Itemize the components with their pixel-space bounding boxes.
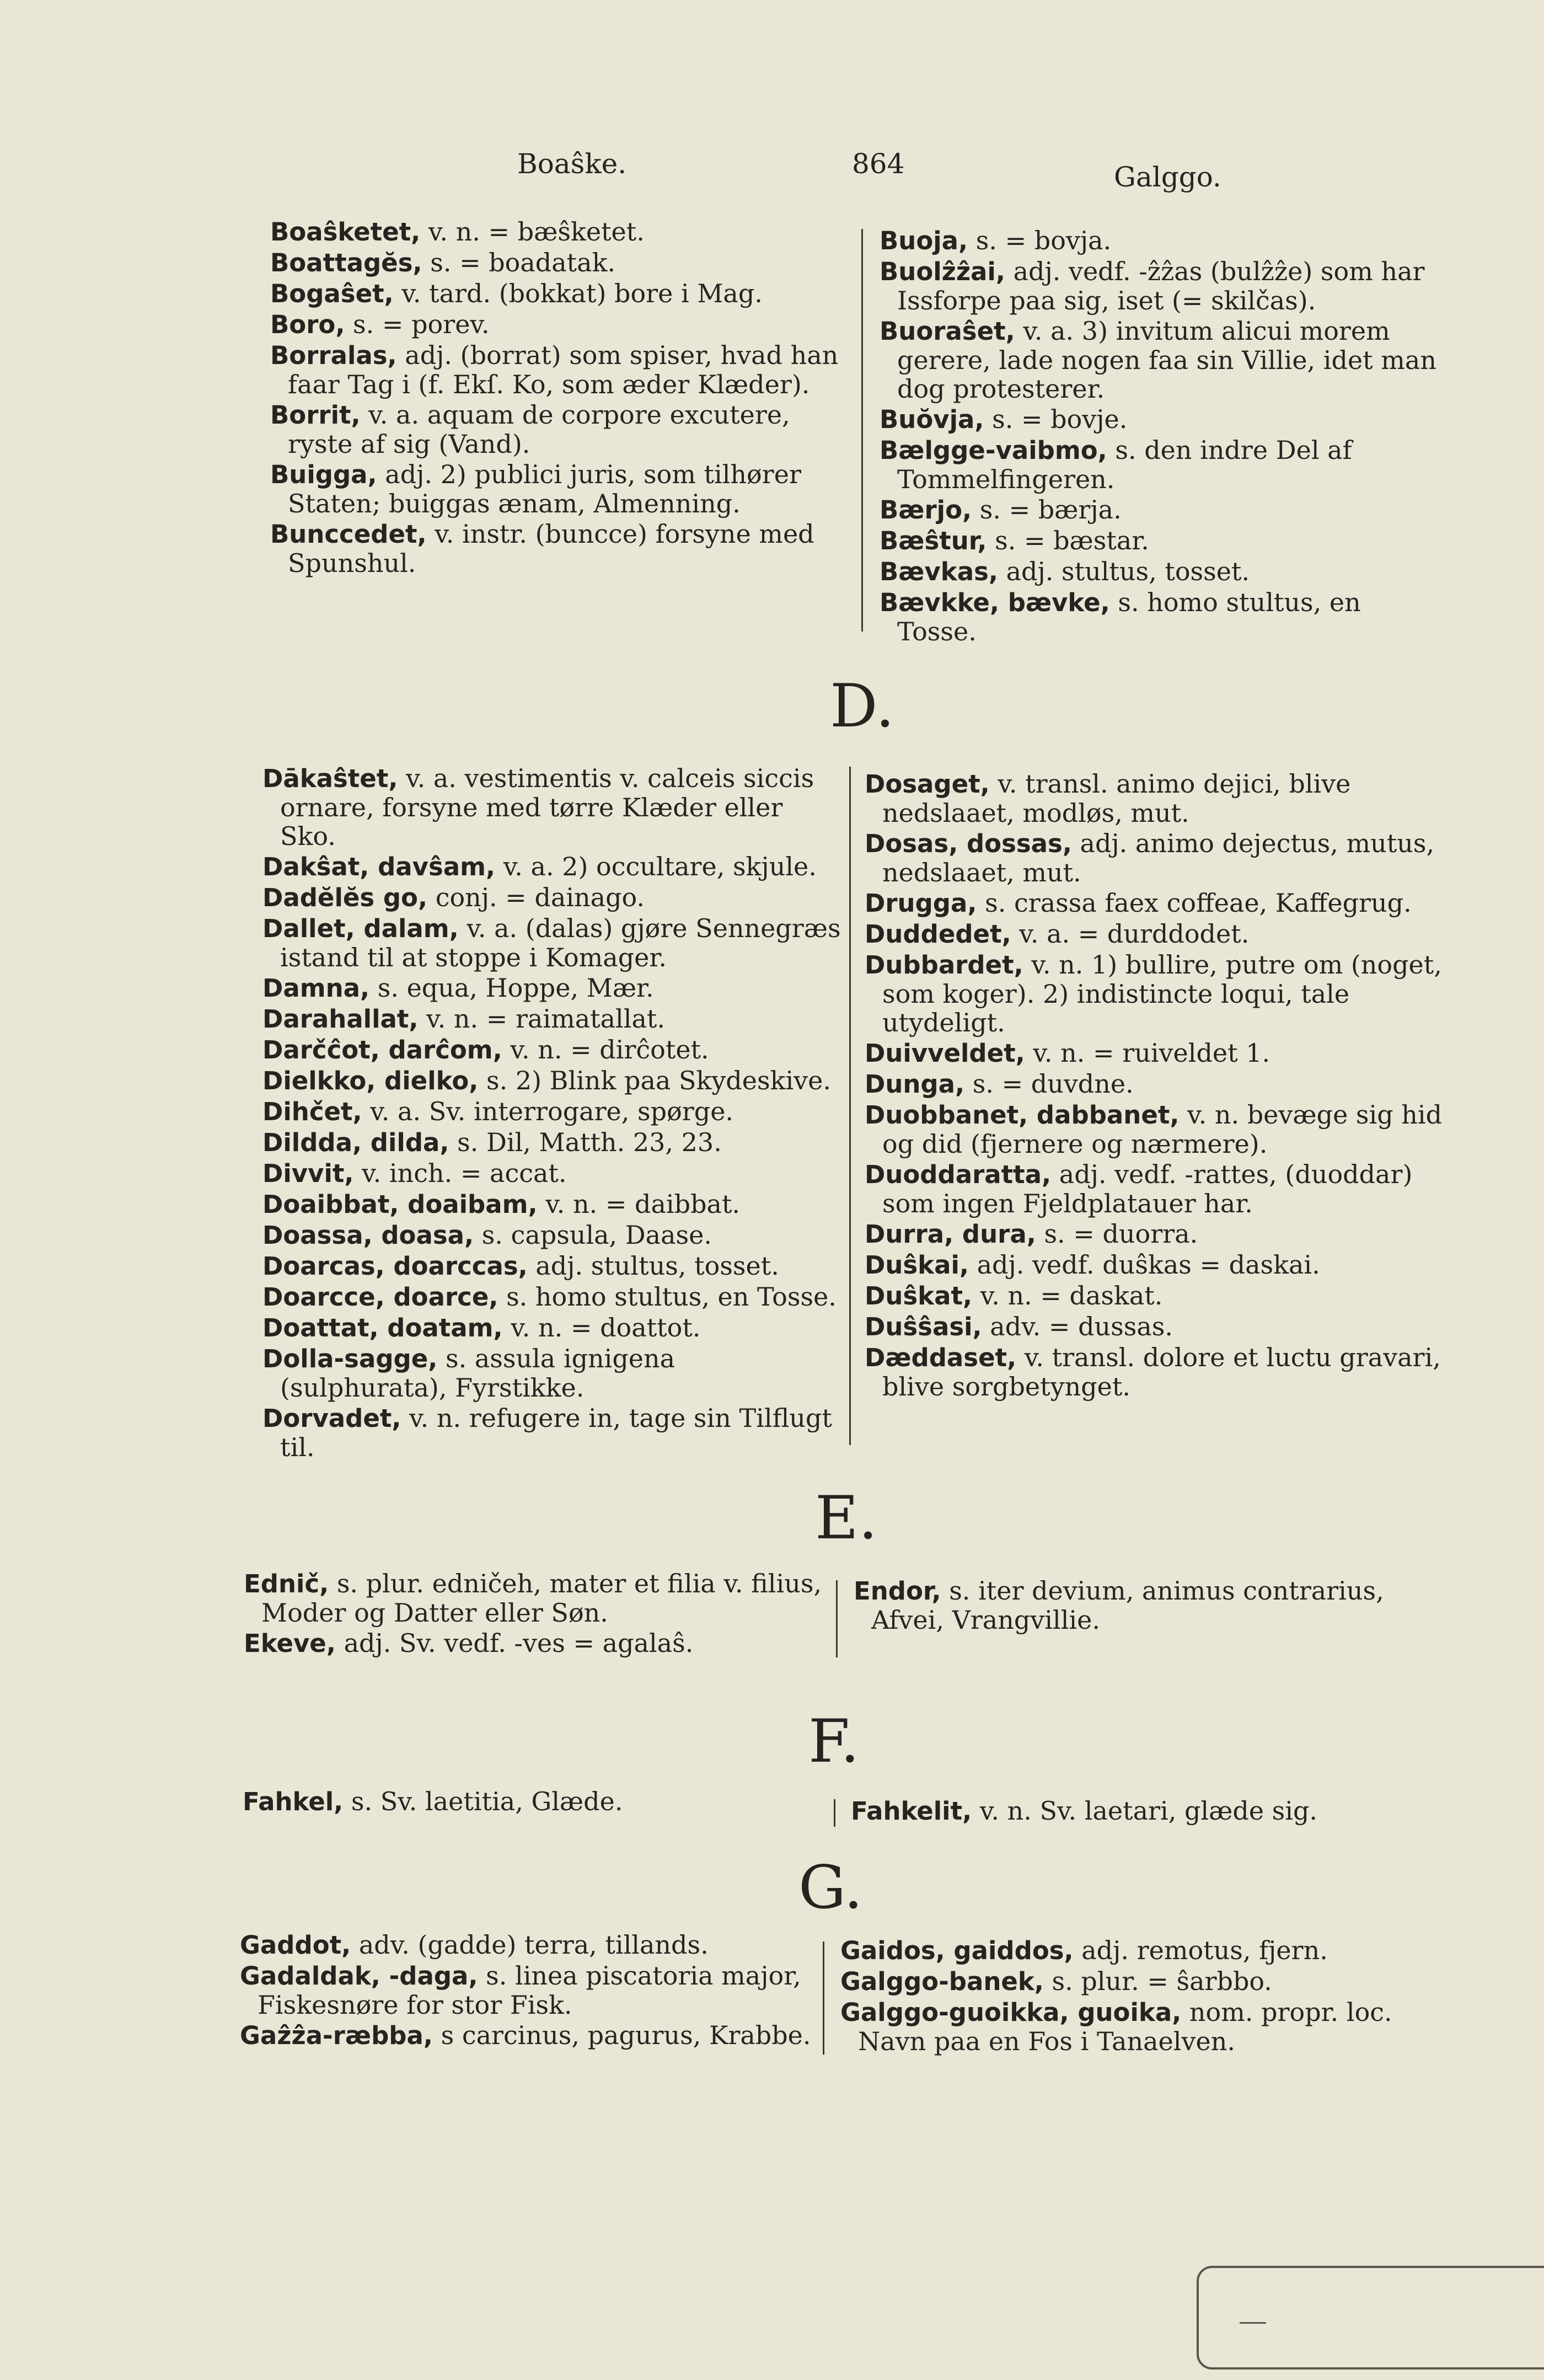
entry <box>880 317 1447 403</box>
definition: adv. (gadde) terra, tillands. <box>358 1930 709 1960</box>
entry <box>270 520 860 577</box>
headword: Bunccedet, <box>270 520 427 549</box>
entry <box>851 1796 1435 1826</box>
headword: Gadaldak, -daga, <box>240 1961 478 1991</box>
definition: adj. 2) publici juris, som tilhører Staten; buiggas ænam, Almenning. <box>288 459 801 518</box>
entry <box>262 1221 841 1250</box>
entry <box>865 1250 1449 1280</box>
definition: s. Sv. laetitia, Glæde. <box>351 1787 623 1816</box>
column-divider <box>861 229 863 632</box>
entry <box>262 1190 841 1219</box>
section-letter-f: F. <box>808 1707 860 1776</box>
entry <box>262 1404 841 1462</box>
definition: v. a. (dalas) gjøre Sennegræs istand til at stoppe i Komager. <box>280 913 841 972</box>
page-number: 864 <box>852 148 905 180</box>
entry <box>865 889 1449 918</box>
entry <box>262 1159 841 1188</box>
definition: v. inch. = accat. <box>362 1158 567 1188</box>
definition: s. = duorra. <box>1044 1219 1198 1249</box>
definition: v. n. = raimatallat. <box>426 1004 665 1034</box>
entry <box>243 1787 822 1816</box>
entry <box>244 1569 823 1627</box>
headword: Buoraŝet, <box>880 317 1015 346</box>
definition: adj. stultus, tosset. <box>1006 557 1250 586</box>
entry <box>865 769 1449 827</box>
definition: s. plur. edničeh, mater et filia v. filius, Moder og Datter eller Søn. <box>261 1569 822 1628</box>
section-letter-g: G. <box>798 1853 863 1922</box>
definition: s. = boadatak. <box>430 248 616 277</box>
entry <box>270 279 860 308</box>
entry <box>262 883 841 912</box>
headword: Boattagĕs, <box>270 248 422 277</box>
headword: Fahkelit, <box>851 1796 972 1826</box>
column-divider <box>834 1799 835 1827</box>
headword: Buoja, <box>880 226 968 255</box>
headword: Fahkel, <box>243 1787 344 1816</box>
definition: adv. = dussas. <box>990 1312 1173 1341</box>
definition: adj. vedf. -ẑẑas (bulẑẑe) som har Issforpe paa sig, iset (= skilčas). <box>897 256 1425 315</box>
definition: s. plur. = ŝarbbo. <box>1052 1966 1272 1996</box>
headword: Ednič, <box>244 1569 329 1598</box>
entry <box>270 310 860 339</box>
definition: v. tard. (bokkat) bore i Mag. <box>401 279 763 308</box>
entry <box>865 1343 1449 1401</box>
entry <box>880 405 1447 434</box>
headword: Galggo-guoikka, guoika, <box>840 1998 1182 2027</box>
definition: adj. stultus, tosset. <box>535 1251 779 1281</box>
headword: Bærjo, <box>880 495 972 525</box>
column-g-left <box>240 1930 819 2052</box>
headword: Drugga, <box>865 889 977 918</box>
column-d-left <box>262 764 841 1463</box>
entry <box>240 1930 819 1960</box>
entry <box>865 919 1449 949</box>
headword: Bævkke, bævke, <box>880 588 1110 617</box>
headword: Buŏvja, <box>880 405 984 434</box>
headword: Boaŝketet, <box>270 217 421 247</box>
definition: s. assula ignigena (sulphurata), Fyrstikke. <box>280 1344 675 1403</box>
headword: Duoddaratta, <box>865 1160 1052 1189</box>
entry <box>262 1035 841 1065</box>
headword: Buolẑẑai, <box>880 257 1005 286</box>
definition: v. n. Sv. laetari, glæde sig. <box>979 1796 1318 1826</box>
definition: adj. Sv. vedf. -ves = agalaŝ. <box>344 1628 694 1658</box>
headword: Damna, <box>262 974 370 1003</box>
headword: Duŝkai, <box>865 1250 969 1280</box>
definition: v. n. = doattot. <box>511 1313 701 1343</box>
column-f-right <box>851 1796 1435 1827</box>
definition: s. equa, Hoppe, Mær. <box>377 973 654 1003</box>
definition: s. capsula, Daase. <box>481 1220 712 1250</box>
entry <box>270 217 860 247</box>
entry <box>270 341 860 399</box>
entry <box>240 2021 819 2050</box>
entry <box>262 974 841 1003</box>
definition: adj. vedf. -rattes, (duoddar) som ingen Fjeldplatauer har. <box>882 1159 1413 1218</box>
headword: Dolla-sagge, <box>262 1344 438 1373</box>
entry <box>865 1069 1449 1099</box>
column-top-right <box>880 226 1447 648</box>
entry <box>865 1281 1449 1311</box>
headword: Boro, <box>270 310 345 339</box>
headword: Borralas, <box>270 341 397 370</box>
headword: Divvit, <box>262 1159 354 1188</box>
definition: v. n. = bæŝketet. <box>428 217 645 247</box>
headword: Bæŝtur, <box>880 526 987 555</box>
headword: Duobbanet, dabbanet, <box>865 1100 1180 1130</box>
entry <box>880 557 1447 586</box>
headword: Doattat, doatam, <box>262 1313 503 1343</box>
column-divider <box>849 767 851 1445</box>
definition: v. transl. dolore et luctu gravari, blive sorgbetynget. <box>882 1343 1441 1402</box>
entry <box>262 852 841 881</box>
headword: Doaibbat, doaibam, <box>262 1190 538 1219</box>
entry <box>865 1160 1449 1218</box>
entry <box>840 1998 1430 2056</box>
definition: v. n. 1) bullire, putre om (noget, som koger). 2) indistincte loqui, tale utydeligt. <box>882 950 1442 1037</box>
headword: Bogaŝet, <box>270 279 394 308</box>
headword: Dunga, <box>865 1069 965 1099</box>
headword: Durra, dura, <box>865 1220 1036 1249</box>
column-top-left <box>270 217 860 579</box>
definition: s. homo stultus, en Tosse. <box>506 1282 837 1312</box>
headword: Duddedet, <box>865 919 1011 949</box>
headword: Dihčet, <box>262 1097 362 1126</box>
definition: s. iter devium, animus contrarius, Afvei, Vrangvillie. <box>871 1576 1384 1635</box>
definition: adj. animo dejectus, mutus, nedslaaet, mut. <box>882 828 1435 887</box>
headword: Endor, <box>854 1576 941 1606</box>
entry <box>270 248 860 277</box>
definition: v. n. = daskat. <box>980 1281 1163 1311</box>
definition: s. = bæstar. <box>995 526 1149 555</box>
entry <box>244 1629 823 1658</box>
definition: v. a. vestimentis v. calceis siccis ornare, forsyne med tørre Klæder eller Sko. <box>280 763 814 851</box>
definition: conj. = dainago. <box>435 883 645 912</box>
headword: Duŝkat, <box>865 1281 973 1311</box>
headword: Dorvadet, <box>262 1404 401 1433</box>
headword: Bævkas, <box>880 557 998 586</box>
definition: s carcinus, pagurus, Krabbe. <box>441 2020 811 2050</box>
entry <box>240 1961 819 2019</box>
entry <box>880 226 1447 255</box>
definition: adj. (borrat) som spiser, hvad han faar Tag i (f. Ekſ. Ko, som æder Klæder). <box>288 340 839 399</box>
headword: Dielkko, dielko, <box>262 1066 479 1095</box>
definition: s. = bovja. <box>975 226 1112 255</box>
definition: s. linea piscatoria major, Fiskesnøre for stor Fisk. <box>258 1961 801 2020</box>
headword: Dosaget, <box>865 769 990 799</box>
entry <box>865 829 1449 887</box>
definition: nom. propr. loc. Navn paa en Fos i Tanaelven. <box>858 1997 1392 2056</box>
headword: Bælgge-vaibmo, <box>880 436 1107 465</box>
headword: Gaẑẑa-ræbba, <box>240 2021 433 2050</box>
entry <box>880 495 1447 525</box>
entry <box>262 1066 841 1095</box>
definition: adj. remotus, fjern. <box>1081 1935 1328 1965</box>
entry <box>262 1313 841 1343</box>
entry <box>865 1039 1449 1068</box>
column-f-left <box>243 1787 822 1818</box>
column-d-right <box>865 769 1449 1403</box>
headword: Gaddot, <box>240 1930 351 1960</box>
entry <box>270 460 860 518</box>
entry <box>262 1004 841 1034</box>
running-head-right: Galggo. <box>1114 161 1221 193</box>
definition: s. = duvdne. <box>972 1069 1134 1099</box>
headword: Ekeve, <box>244 1629 336 1658</box>
headword: Doassa, doasa, <box>262 1221 474 1250</box>
entry <box>262 914 841 972</box>
definition: s. = porev. <box>353 309 490 339</box>
section-letter-e: E. <box>815 1484 878 1553</box>
running-head-left: Boaŝke. <box>517 148 627 180</box>
headword: Duivveldet, <box>865 1039 1025 1068</box>
entry <box>840 1967 1430 1996</box>
definition: s. = bærja. <box>979 495 1122 525</box>
headword: Dākaŝtet, <box>262 764 398 793</box>
column-divider <box>836 1580 838 1657</box>
definition: v. a. 3) invitum alicui morem gerere, lade nogen faa sin Villie, idet man dog protesterer. <box>897 316 1436 404</box>
entry <box>262 764 841 851</box>
definition: v. transl. animo dejici, blive nedslaaet, modløs, mut. <box>882 769 1351 828</box>
entry <box>262 1097 841 1126</box>
definition: s. homo stultus, en Tosse. <box>897 587 1361 646</box>
definition: v. n. bevæge sig hid og did (fjernere og nærmere). <box>882 1100 1443 1159</box>
definition: s. Dil, Matth. 23, 23. <box>457 1127 722 1157</box>
definition: s. 2) Blink paa Skydeskive. <box>486 1066 832 1095</box>
entry <box>865 950 1449 1037</box>
headword: Dæddaset, <box>865 1343 1017 1372</box>
column-e-left <box>244 1569 823 1660</box>
definition: v. a. 2) occultare, skjule. <box>503 852 817 881</box>
headword: Dakŝat, davŝam, <box>262 852 496 881</box>
entry <box>854 1576 1438 1634</box>
definition: s. = bovje. <box>992 404 1128 434</box>
headword: Borrit, <box>270 400 361 430</box>
entry <box>880 436 1447 494</box>
entry <box>270 400 860 458</box>
definition: v. n. = daibbat. <box>545 1189 741 1219</box>
headword: Buigga, <box>270 460 377 489</box>
column-divider <box>823 1942 824 2055</box>
definition: v. n. = dirĉotet. <box>510 1035 709 1065</box>
definition: v. instr. (buncce) forsyne med Spunshul. <box>288 519 814 578</box>
section-letter-d: D. <box>830 672 895 741</box>
entry <box>880 526 1447 555</box>
definition: s. den indre Del af Tommelfingeren. <box>897 435 1352 494</box>
headword: Dubbardet, <box>865 950 1023 980</box>
headword: Dosas, dossas, <box>865 829 1072 858</box>
headword: Doarcce, doarce, <box>262 1282 498 1312</box>
entry <box>262 1282 841 1312</box>
entry <box>262 1128 841 1157</box>
definition: s. crassa faex coffeae, Kaffegrug. <box>985 888 1412 918</box>
definition: v. a. = durddodet. <box>1019 919 1250 949</box>
definition: adj. vedf. duŝkas = daskai. <box>977 1250 1320 1280</box>
headword: Galggo-banek, <box>840 1967 1044 1996</box>
headword: Duŝŝasi, <box>865 1312 982 1341</box>
headword: Dadĕlĕs go, <box>262 883 428 912</box>
entry <box>880 257 1447 315</box>
headword: Dallet, dalam, <box>262 914 459 943</box>
stamp-mark <box>1240 2322 1266 2324</box>
definition: v. a. Sv. interrogare, spørge. <box>370 1097 734 1126</box>
page-corner-stamp <box>1197 2266 1544 2370</box>
headword: Darahallat, <box>262 1004 419 1034</box>
headword: Darčĉot, darĉom, <box>262 1035 502 1065</box>
entry <box>865 1220 1449 1249</box>
headword: Dildda, dilda, <box>262 1128 449 1157</box>
definition: v. n. refugere in, tage sin Tilflugt til. <box>280 1403 832 1462</box>
definition: v. a. aquam de corpore excutere, ryste af sig (Vand). <box>288 400 790 459</box>
column-g-right <box>840 1936 1430 2057</box>
entry <box>865 1100 1449 1158</box>
entry <box>865 1312 1449 1341</box>
entry <box>262 1251 841 1281</box>
entry <box>262 1344 841 1402</box>
definition: v. n. = ruiveldet 1. <box>1033 1038 1270 1068</box>
headword: Gaidos, gaiddos, <box>840 1936 1074 1965</box>
entry <box>840 1936 1430 1965</box>
column-e-right <box>854 1576 1438 1636</box>
headword: Doarcas, doarccas, <box>262 1251 528 1281</box>
entry <box>880 588 1447 646</box>
